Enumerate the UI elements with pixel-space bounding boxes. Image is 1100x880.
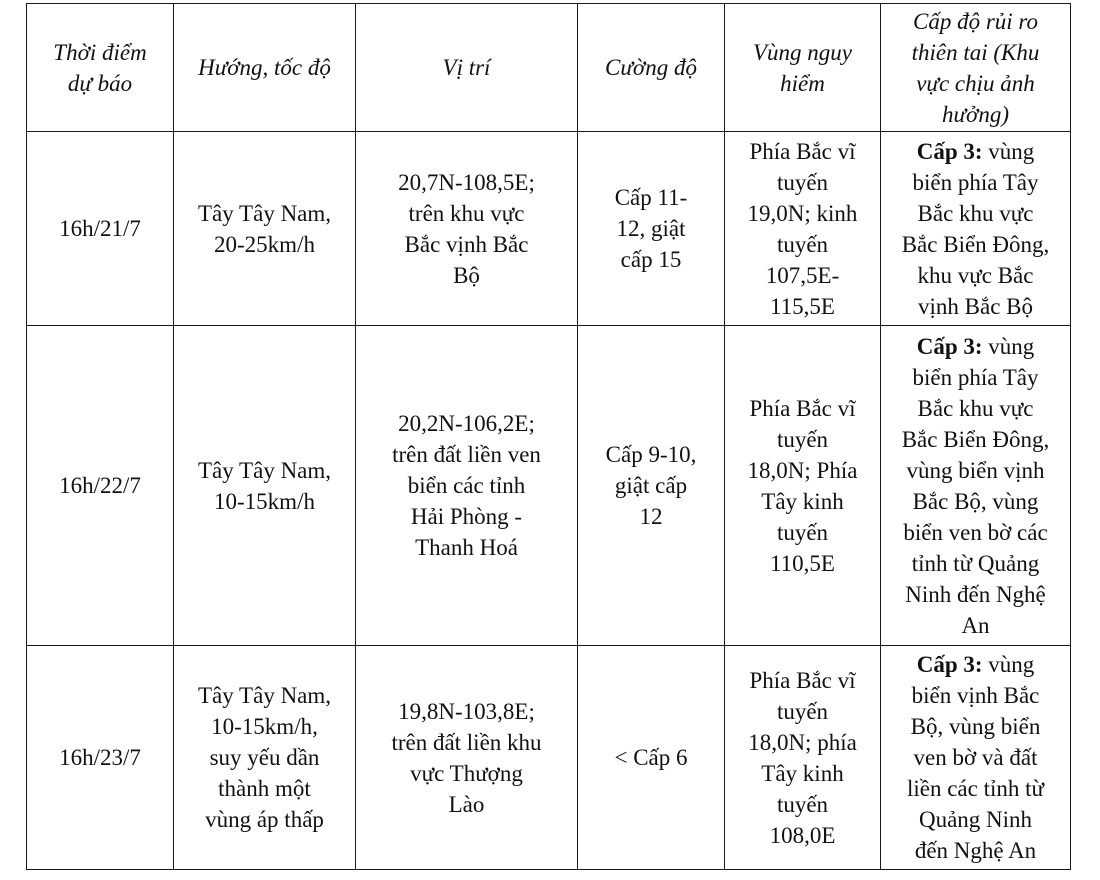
cell-direction: Tây Tây Nam, 10-15km/h, suy yếu dần thành một vùng áp thấp	[174, 646, 356, 870]
cell-position: 19,8N-103,8E; trên đất liền khu vực Thượng Lào	[356, 646, 578, 870]
cell-direction: Tây Tây Nam, 20-25km/h	[174, 132, 356, 326]
cell-time: 16h/23/7	[27, 646, 174, 870]
cell-risk: Cấp 3: vùng biển vịnh Bắc Bộ, vùng biển ven bờ và đất liền các tỉnh từ Quảng Ninh đến Nghệ An	[881, 646, 1071, 870]
cell-direction: Tây Tây Nam, 10-15km/h	[174, 326, 356, 646]
header-intensity: Cường độ	[578, 4, 725, 132]
cell-intensity: Cấp 9-10, giật cấp 12	[578, 326, 725, 646]
table-row	[27, 326, 1071, 646]
cell-danger-zone: Phía Bắc vĩ tuyến 18,0N; Phía Tây kinh tuyến 110,5E	[725, 326, 881, 646]
cell-intensity: < Cấp 6	[578, 646, 725, 870]
risk-level-label: Cấp 3:	[916, 333, 983, 359]
header-direction: Hướng, tốc độ	[174, 4, 356, 132]
header-risk-level: Cấp độ rủi ro thiên tai (Khu vực chịu ảnh hưởng)	[881, 4, 1071, 132]
risk-level-label: Cấp 3:	[916, 652, 983, 677]
header-danger-zone: Vùng nguy hiểm	[725, 4, 881, 132]
cell-danger-zone: Phía Bắc vĩ tuyến 18,0N; phía Tây kinh tuyến 108,0E	[725, 646, 881, 870]
cell-position: 20,7N-108,5E; trên khu vực Bắc vịnh Bắc Bộ	[356, 132, 578, 326]
cell-time: 16h/22/7	[27, 326, 174, 646]
table-row	[27, 132, 1071, 326]
cell-time: 16h/21/7	[27, 132, 174, 326]
cell-position: 20,2N-106,2E; trên đất liền ven biển các tỉnh Hải Phòng - Thanh Hoá	[356, 326, 578, 646]
cell-risk: Cấp 3: vùng biển phía Tây Bắc khu vực Bắc Biển Đông, vùng biển vịnh Bắc Bộ, vùng biển ven bờ các tỉnh từ Quảng Ninh đến Nghệ An	[881, 326, 1071, 646]
table-row	[27, 646, 1071, 870]
cell-danger-zone: Phía Bắc vĩ tuyến 19,0N; kinh tuyến 107,5E- 115,5E	[725, 132, 881, 326]
risk-level-label: Cấp 3:	[916, 138, 983, 164]
header-position: Vị trí	[356, 4, 578, 132]
header-time: Thời điểm dự báo	[27, 4, 174, 132]
header-row	[27, 4, 1071, 132]
cell-intensity: Cấp 11- 12, giật cấp 15	[578, 132, 725, 326]
cell-risk: Cấp 3: vùng biển phía Tây Bắc khu vực Bắc Biển Đông, khu vực Bắc vịnh Bắc Bộ	[881, 132, 1071, 326]
forecast-table	[26, 3, 1071, 870]
